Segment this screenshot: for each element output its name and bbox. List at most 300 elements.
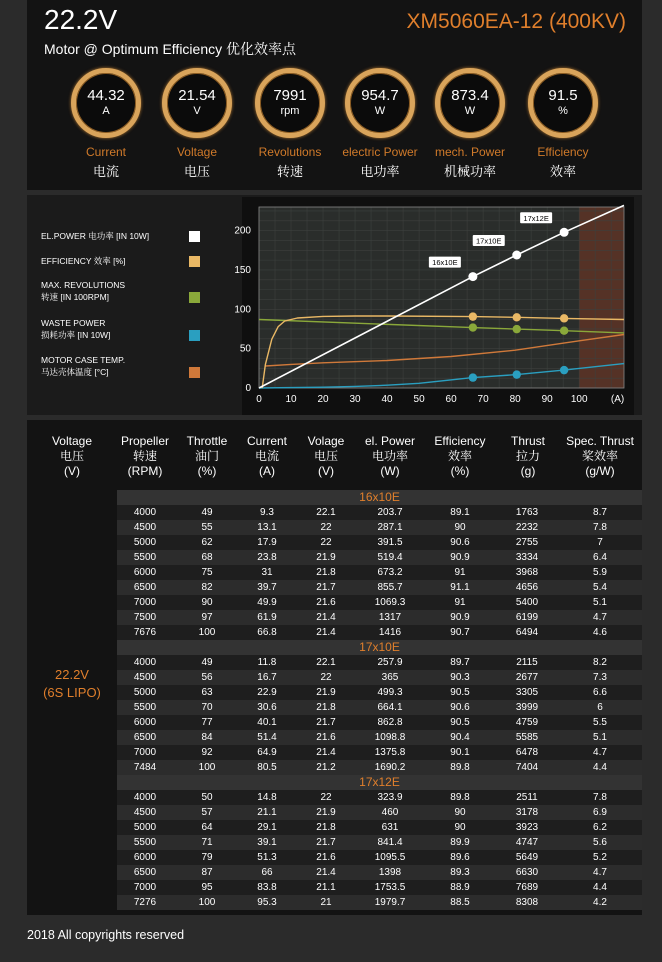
data-point bbox=[560, 228, 569, 237]
table-row bbox=[117, 655, 642, 670]
table-cell: 7000 bbox=[133, 597, 157, 608]
table-cell: 22.1 bbox=[316, 657, 336, 668]
gauge-ring bbox=[345, 68, 415, 138]
table-row bbox=[117, 835, 642, 850]
table-row bbox=[117, 520, 642, 535]
column-header-line: 电流 bbox=[254, 449, 279, 463]
table-cell: 257.9 bbox=[377, 657, 403, 668]
table-cell: 55 bbox=[201, 522, 213, 533]
table-cell: 5000 bbox=[133, 822, 157, 833]
gauge-label-en: electric Power bbox=[342, 145, 418, 159]
gauge-unit: A bbox=[102, 105, 110, 117]
table-cell: 7.8 bbox=[593, 522, 607, 533]
table-cell: 66 bbox=[261, 867, 273, 878]
table-cell: 8308 bbox=[515, 897, 539, 908]
table-row bbox=[117, 670, 642, 685]
column-header-line: (V) bbox=[64, 464, 80, 478]
table-cell: 89.7 bbox=[450, 657, 470, 668]
table-cell: 2677 bbox=[515, 672, 539, 683]
data-point bbox=[560, 314, 568, 322]
legend-text: EFFICIENCY 效率 [%] bbox=[41, 256, 126, 266]
column-header-line: (%) bbox=[450, 464, 470, 478]
table-cell: 3334 bbox=[515, 552, 539, 563]
table-cell: 17.9 bbox=[257, 537, 277, 548]
table-cell: 4500 bbox=[133, 522, 157, 533]
table-cell: 89.1 bbox=[450, 507, 470, 518]
column-header-line: 转速 bbox=[132, 449, 157, 463]
table-cell: 4.7 bbox=[593, 612, 607, 623]
table-row bbox=[117, 625, 642, 640]
column-header-line: 桨效率 bbox=[581, 449, 618, 463]
y-tick-label: 200 bbox=[234, 225, 251, 237]
table-cell: 21.9 bbox=[316, 687, 336, 698]
y-tick-label: 0 bbox=[245, 383, 251, 394]
table-cell: 14.8 bbox=[257, 792, 277, 803]
table-cell: 1069.3 bbox=[374, 597, 406, 608]
table-cell: 80.5 bbox=[257, 762, 277, 773]
column-header-line: 油门 bbox=[194, 449, 219, 463]
table-cell: 4.4 bbox=[593, 762, 607, 773]
table-cell: 49.9 bbox=[257, 597, 277, 608]
column-header-line: Voltage bbox=[51, 434, 93, 448]
table-cell: 3999 bbox=[515, 702, 539, 713]
data-point bbox=[468, 272, 477, 281]
x-tick-label: 30 bbox=[349, 394, 361, 405]
table-cell: 5.9 bbox=[593, 567, 607, 578]
table-cell: 22 bbox=[320, 522, 332, 533]
table-cell: 519.4 bbox=[377, 552, 403, 563]
table-cell: 6.9 bbox=[593, 807, 607, 818]
gauge-value: 7991 bbox=[273, 87, 307, 104]
table-cell: 22.9 bbox=[257, 687, 277, 698]
table-cell: 7676 bbox=[133, 627, 157, 638]
table-cell: 87 bbox=[201, 867, 213, 878]
x-tick-label: 80 bbox=[509, 394, 521, 405]
legend-swatch bbox=[189, 231, 200, 242]
y-tick-label: 50 bbox=[239, 343, 251, 355]
table-cell: 2511 bbox=[516, 792, 538, 803]
table-cell: 77 bbox=[201, 717, 213, 728]
table-cell: 51.3 bbox=[257, 852, 277, 863]
table-cell: 5500 bbox=[133, 552, 157, 563]
table-cell: 90.6 bbox=[450, 537, 470, 548]
table-cell: 9.3 bbox=[260, 507, 274, 518]
table-cell: 4656 bbox=[515, 582, 539, 593]
gauge-label-cn: 机械功率 bbox=[443, 164, 496, 179]
table-cell: 21.4 bbox=[316, 747, 336, 758]
table-row bbox=[117, 700, 642, 715]
gauge-value: 44.32 bbox=[87, 87, 125, 104]
table-cell: 5.1 bbox=[593, 597, 607, 608]
table-cell: 89.9 bbox=[450, 837, 470, 848]
table-cell: 5400 bbox=[515, 597, 539, 608]
propeller-group-header: 17x10E bbox=[117, 640, 642, 655]
x-tick-label: (A) bbox=[610, 394, 625, 405]
table-cell: 1095.5 bbox=[374, 852, 406, 863]
table-cell: 5000 bbox=[133, 687, 157, 698]
table-cell: 7.8 bbox=[593, 792, 607, 803]
table-cell: 6500 bbox=[133, 867, 157, 878]
table-row bbox=[117, 550, 642, 565]
gauge-ring bbox=[162, 68, 232, 138]
table-cell: 100 bbox=[198, 627, 216, 638]
table-cell: 88.9 bbox=[450, 882, 470, 893]
gauge-label-cn: 转速 bbox=[276, 164, 303, 179]
gauge-label-cn: 电流 bbox=[92, 164, 119, 179]
table-cell: 11.8 bbox=[257, 657, 277, 668]
table-cell: 664.1 bbox=[377, 702, 403, 713]
table-cell: 4.6 bbox=[593, 627, 607, 638]
table-cell: 6478 bbox=[515, 747, 539, 758]
gauge-revolutions bbox=[245, 68, 335, 180]
column-header-line: Volage bbox=[307, 434, 345, 448]
table-row bbox=[117, 850, 642, 865]
data-point bbox=[513, 313, 521, 321]
table-cell: 7404 bbox=[515, 762, 539, 773]
gauge-ring bbox=[528, 68, 598, 138]
table-cell: 13.1 bbox=[257, 522, 277, 533]
table-cell: 7484 bbox=[133, 762, 157, 773]
gauge-mech-power bbox=[425, 68, 515, 180]
marker-label: 16x10E bbox=[432, 258, 458, 268]
table-cell: 21.2 bbox=[316, 762, 336, 773]
column-header-line: Current bbox=[246, 434, 287, 448]
table-cell: 90.7 bbox=[450, 627, 470, 638]
table-cell: 4.2 bbox=[593, 897, 607, 908]
gauge-ring bbox=[255, 68, 325, 138]
column-header-line: Throttle bbox=[186, 434, 228, 448]
table-cell: 287.1 bbox=[377, 522, 403, 533]
table-cell: 97 bbox=[201, 612, 213, 623]
table-cell: 22 bbox=[320, 537, 332, 548]
table-cell: 2232 bbox=[515, 522, 539, 533]
battery-voltage: 22.2V bbox=[55, 667, 89, 682]
table-cell: 92 bbox=[201, 747, 213, 758]
table-cell: 90.1 bbox=[450, 747, 470, 758]
table-cell: 3968 bbox=[515, 567, 539, 578]
table-cell: 100 bbox=[198, 762, 216, 773]
column-header bbox=[560, 434, 640, 479]
gauge-value: 954.7 bbox=[361, 87, 399, 104]
gauge-unit: W bbox=[464, 105, 476, 117]
table-cell: 49 bbox=[201, 507, 213, 518]
table-cell: 89.8 bbox=[450, 792, 470, 803]
legend-case-temp bbox=[41, 354, 125, 378]
x-tick-label: 10 bbox=[285, 394, 297, 405]
column-header-line: 电功率 bbox=[371, 449, 408, 463]
table-cell: 50 bbox=[201, 792, 213, 803]
legend-text: 马达壳体温度 [°C] bbox=[41, 367, 109, 377]
table-cell: 4.7 bbox=[593, 867, 607, 878]
column-header-line: (%) bbox=[197, 464, 217, 478]
column-header bbox=[350, 434, 430, 479]
gauge-label-en: Voltage bbox=[176, 145, 218, 159]
table-cell: 2115 bbox=[516, 657, 538, 668]
table-cell: 95 bbox=[201, 882, 213, 893]
table-cell: 90.4 bbox=[450, 732, 470, 743]
table-cell: 4500 bbox=[133, 807, 157, 818]
legend-text: MOTOR CASE TEMP. bbox=[41, 355, 126, 365]
table-cell: 40.1 bbox=[257, 717, 277, 728]
table-cell: 5.5 bbox=[593, 717, 607, 728]
x-tick-label: 90 bbox=[541, 394, 553, 405]
table-cell: 460 bbox=[381, 807, 399, 818]
table-row bbox=[117, 730, 642, 745]
table-cell: 39.1 bbox=[257, 837, 277, 848]
table-cell: 841.4 bbox=[377, 837, 403, 848]
table-cell: 1763 bbox=[515, 507, 539, 518]
table-cell: 21.6 bbox=[316, 852, 336, 863]
table-cell: 499.3 bbox=[377, 687, 403, 698]
column-header-line: (RPM) bbox=[127, 464, 163, 478]
table-cell: 7000 bbox=[133, 882, 157, 893]
table-cell: 6630 bbox=[515, 867, 539, 878]
x-tick-label: 0 bbox=[256, 394, 262, 405]
table-cell: 6.2 bbox=[593, 822, 607, 833]
gauge-label-cn: 电功率 bbox=[360, 164, 400, 179]
y-tick-label: 100 bbox=[234, 304, 251, 316]
table-cell: 8.2 bbox=[593, 657, 607, 668]
legend-swatch bbox=[189, 292, 200, 303]
table-cell: 89.3 bbox=[450, 867, 470, 878]
table-cell: 1690.2 bbox=[374, 762, 406, 773]
gauge-label-en: Current bbox=[85, 145, 126, 159]
gauge-label-cn: 效率 bbox=[549, 164, 576, 179]
table-cell: 5585 bbox=[515, 732, 539, 743]
table-cell: 31 bbox=[261, 567, 273, 578]
gauge-ring bbox=[435, 68, 505, 138]
chart-panel bbox=[27, 195, 642, 415]
table-cell: 61.9 bbox=[257, 612, 277, 623]
table-cell: 21.8 bbox=[316, 567, 336, 578]
table-row bbox=[117, 610, 642, 625]
overload-zone bbox=[579, 207, 624, 388]
table-row bbox=[117, 715, 642, 730]
legend-revolutions bbox=[41, 279, 125, 303]
column-header-line: (W) bbox=[380, 464, 400, 478]
table-cell: 5500 bbox=[133, 837, 157, 848]
table-cell: 88.5 bbox=[450, 897, 470, 908]
column-header-line: 拉力 bbox=[515, 449, 540, 463]
table-row bbox=[117, 880, 642, 895]
table-cell: 1098.8 bbox=[374, 732, 406, 743]
y-tick-label: 150 bbox=[234, 264, 251, 276]
propeller-group-header: 17x12E bbox=[117, 775, 642, 790]
table-cell: 5.4 bbox=[593, 582, 607, 593]
table-cell: 5.6 bbox=[593, 837, 607, 848]
table-cell: 1398 bbox=[378, 867, 402, 878]
table-row bbox=[117, 820, 642, 835]
table-cell: 4000 bbox=[133, 792, 157, 803]
legend-text: WASTE POWER bbox=[41, 318, 106, 328]
data-point bbox=[469, 323, 477, 331]
legend-text: 损耗功率 [IN 10W] bbox=[41, 330, 111, 340]
table-row bbox=[117, 565, 642, 580]
legend-text: MAX. REVOLUTIONS bbox=[41, 280, 126, 290]
table-cell: 16.7 bbox=[257, 672, 277, 683]
gauge-efficiency bbox=[518, 68, 608, 180]
table-cell: 22 bbox=[320, 672, 332, 683]
table-cell: 8.7 bbox=[593, 507, 607, 518]
table-cell: 21 bbox=[320, 897, 332, 908]
column-header-line: (V) bbox=[318, 464, 334, 478]
gauge-label-en: Efficiency bbox=[537, 145, 589, 159]
data-point bbox=[560, 327, 568, 335]
legend-text: 转速 [IN 100RPM] bbox=[41, 292, 110, 302]
column-header-line: 电压 bbox=[59, 449, 84, 463]
table-cell: 6500 bbox=[133, 732, 157, 743]
table-cell: 6199 bbox=[515, 612, 539, 623]
table-row bbox=[117, 760, 642, 775]
table-cell: 39.7 bbox=[257, 582, 277, 593]
table-cell: 6000 bbox=[133, 567, 157, 578]
summary-panel bbox=[27, 0, 642, 190]
gauge-unit: W bbox=[374, 105, 386, 117]
table-row bbox=[117, 505, 642, 520]
gauge-current bbox=[61, 68, 151, 180]
table-cell: 7 bbox=[597, 537, 603, 548]
table-cell: 75 bbox=[201, 567, 213, 578]
column-header-line: 效率 bbox=[447, 449, 472, 463]
battery-label bbox=[27, 666, 117, 702]
table-cell: 90.9 bbox=[450, 612, 470, 623]
gauge-electric-power bbox=[335, 68, 425, 180]
table-cell: 90.5 bbox=[450, 717, 470, 728]
data-point bbox=[513, 325, 521, 333]
table-cell: 90 bbox=[201, 597, 213, 608]
table-cell: 82 bbox=[201, 582, 213, 593]
table-cell: 7276 bbox=[133, 897, 157, 908]
table-cell: 57 bbox=[201, 807, 213, 818]
table-cell: 4759 bbox=[515, 717, 539, 728]
column-header-line: el. Power bbox=[364, 434, 416, 448]
table-cell: 90.5 bbox=[450, 687, 470, 698]
table-cell: 68 bbox=[201, 552, 213, 563]
table-cell: 6494 bbox=[515, 627, 539, 638]
table-cell: 21.7 bbox=[316, 582, 336, 593]
table-cell: 84 bbox=[201, 732, 213, 743]
table-row bbox=[117, 595, 642, 610]
plot-area bbox=[259, 207, 624, 388]
copyright-footer: 2018 All copyrights reserved bbox=[27, 928, 185, 942]
table-cell: 51.4 bbox=[257, 732, 277, 743]
table-cell: 21.9 bbox=[316, 552, 336, 563]
x-tick-label: 50 bbox=[413, 394, 425, 405]
table-cell: 1979.7 bbox=[374, 897, 406, 908]
x-tick-label: 60 bbox=[445, 394, 457, 405]
table-cell: 56 bbox=[201, 672, 213, 683]
table-cell: 855.7 bbox=[377, 582, 403, 593]
data-point bbox=[513, 370, 521, 378]
table-row bbox=[117, 685, 642, 700]
table-cell: 3923 bbox=[515, 822, 539, 833]
table-cell: 70 bbox=[201, 702, 213, 713]
table-cell: 91.1 bbox=[450, 582, 470, 593]
table-cell: 90 bbox=[454, 522, 466, 533]
performance-chart bbox=[217, 195, 642, 415]
gauge-label-en: mech. Power bbox=[434, 145, 506, 159]
table-cell: 4000 bbox=[133, 657, 157, 668]
gauge-label-en: Revolutions bbox=[258, 145, 322, 159]
x-tick-label: 40 bbox=[381, 394, 393, 405]
table-cell: 4500 bbox=[133, 672, 157, 683]
table-cell: 90.9 bbox=[450, 552, 470, 563]
table-cell: 90.3 bbox=[450, 672, 470, 683]
table-row bbox=[117, 580, 642, 595]
table-cell: 7000 bbox=[133, 747, 157, 758]
table-cell: 3178 bbox=[515, 807, 539, 818]
table-cell: 91 bbox=[454, 567, 466, 578]
legend-efficiency bbox=[41, 255, 125, 267]
table-cell: 79 bbox=[201, 852, 213, 863]
table-cell: 90.6 bbox=[450, 702, 470, 713]
gauge-unit: % bbox=[558, 105, 568, 117]
table-cell: 21.4 bbox=[316, 612, 336, 623]
table-cell: 4.4 bbox=[593, 882, 607, 893]
table-cell: 21.9 bbox=[316, 807, 336, 818]
column-header bbox=[32, 434, 112, 479]
table-cell: 5500 bbox=[133, 702, 157, 713]
table-cell: 6.6 bbox=[593, 687, 607, 698]
table-cell: 29.1 bbox=[257, 822, 277, 833]
table-cell: 22.1 bbox=[316, 507, 336, 518]
column-header bbox=[488, 434, 568, 479]
table-cell: 22 bbox=[320, 792, 332, 803]
table-cell: 631 bbox=[381, 822, 399, 833]
table-cell: 4747 bbox=[515, 837, 539, 848]
legend-waste-power bbox=[41, 317, 110, 341]
table-cell: 3305 bbox=[515, 687, 539, 698]
table-cell: 6000 bbox=[133, 717, 157, 728]
table-cell: 1375.8 bbox=[374, 747, 406, 758]
column-header-line: (g/W) bbox=[585, 464, 615, 478]
model-title: XM5060EA-12 (400KV) bbox=[406, 10, 626, 33]
data-table bbox=[27, 420, 642, 915]
table-cell: 21.4 bbox=[316, 627, 336, 638]
table-cell: 21.8 bbox=[316, 822, 336, 833]
table-cell: 6 bbox=[597, 702, 603, 713]
battery-type: (6S LIPO) bbox=[43, 685, 101, 700]
gauge-voltage bbox=[152, 68, 242, 180]
table-cell: 71 bbox=[201, 837, 213, 848]
table-cell: 90 bbox=[454, 807, 466, 818]
marker-label: 17x12E bbox=[523, 213, 549, 223]
gauge-ring bbox=[71, 68, 141, 138]
voltage-title: 22.2V bbox=[44, 4, 118, 35]
table-cell: 5000 bbox=[133, 537, 157, 548]
table-cell: 66.8 bbox=[257, 627, 277, 638]
table-cell: 64.9 bbox=[257, 747, 277, 758]
x-tick-label: 100 bbox=[570, 394, 588, 405]
table-cell: 21.7 bbox=[316, 837, 336, 848]
column-header-line: 电压 bbox=[313, 449, 338, 463]
table-cell: 100 bbox=[198, 897, 216, 908]
table-cell: 391.5 bbox=[377, 537, 403, 548]
x-tick-label: 20 bbox=[317, 394, 329, 405]
table-cell: 89.6 bbox=[450, 852, 470, 863]
gauge-label-cn: 电压 bbox=[183, 164, 210, 179]
gauge-unit: V bbox=[193, 105, 201, 117]
legend-swatch bbox=[189, 367, 200, 378]
table-cell: 91 bbox=[454, 597, 466, 608]
table-cell: 673.2 bbox=[377, 567, 403, 578]
table-cell: 7500 bbox=[133, 612, 157, 623]
propeller-group-header: 16x10E bbox=[117, 490, 642, 505]
gauge-value: 91.5 bbox=[548, 87, 578, 104]
legend-el-power bbox=[41, 230, 149, 242]
table-cell: 6500 bbox=[133, 582, 157, 593]
table-row bbox=[117, 895, 642, 910]
